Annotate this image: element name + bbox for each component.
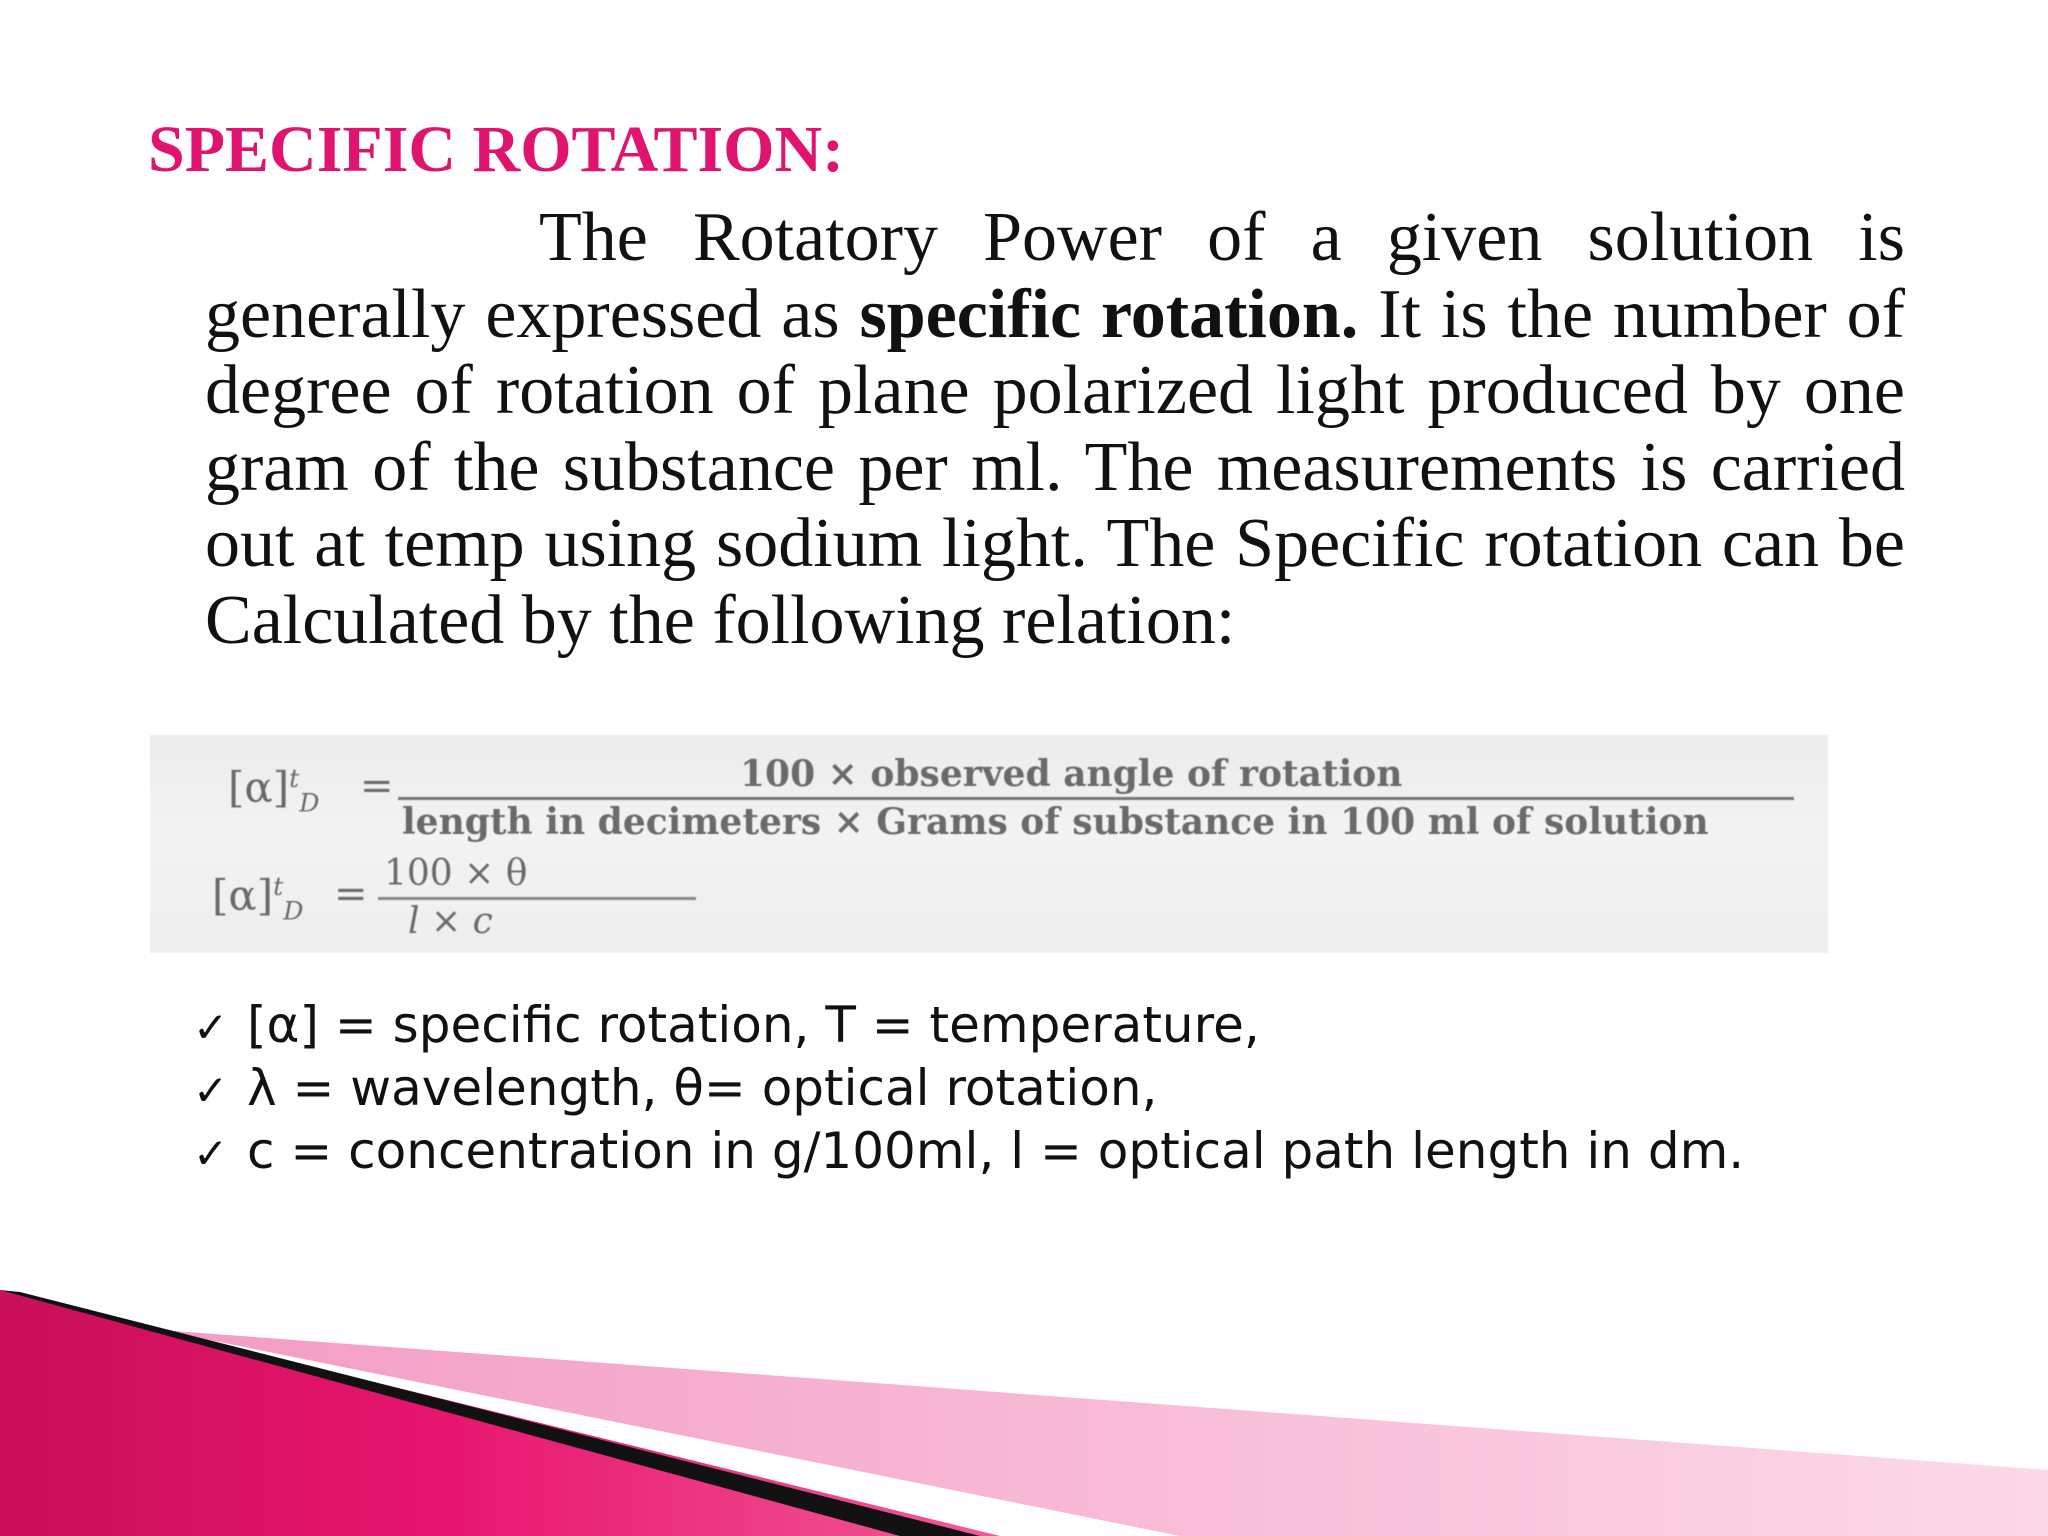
formula2-denominator: l × c	[408, 901, 493, 942]
equals-sign: =	[360, 763, 394, 809]
check-icon: ✓	[193, 1003, 229, 1052]
sodium-d-subscript-2: D	[283, 896, 304, 926]
temperature-superscript-2: t	[273, 872, 284, 901]
sodium-d-subscript: D	[299, 788, 320, 818]
formula2-numerator: 100 × θ	[384, 853, 528, 894]
list-item-text: c = concentration in g/100ml, l = optical path length in dm.	[247, 1122, 1745, 1180]
paragraph-text-1: The Rotatory Power of a given solution is generally expressed as	[205, 199, 1905, 353]
temperature-superscript: t	[289, 764, 300, 793]
formula-numerator: 100 × observed angle of rotation	[740, 753, 1403, 795]
formula-denominator: length in decimeters × Grams of substance in 100 ml of solution	[402, 801, 1709, 843]
slide-title: SPECIFIC ROTATION:	[148, 113, 845, 186]
list-item-text: [α] = specific rotation, T = temperature,	[247, 996, 1260, 1054]
alpha-symbol: [α]	[228, 763, 290, 812]
check-icon: ✓	[193, 1129, 229, 1178]
check-icon: ✓	[193, 1066, 229, 1115]
paragraph-bold-term: specific rotation.	[859, 275, 1359, 353]
alpha-symbol-2: [α]	[212, 871, 274, 920]
list-item-text: λ = wavelength, θ= optical rotation,	[247, 1059, 1158, 1117]
equals-sign-2: =	[334, 871, 368, 917]
paragraph-text-2: It is the number of degree of rotation of plane polarized light produced by one gram of the substance per ml. The measurements is carried out at temp using sodium light. The Specific rotation can be Calculated by the following relation:	[205, 275, 1905, 659]
